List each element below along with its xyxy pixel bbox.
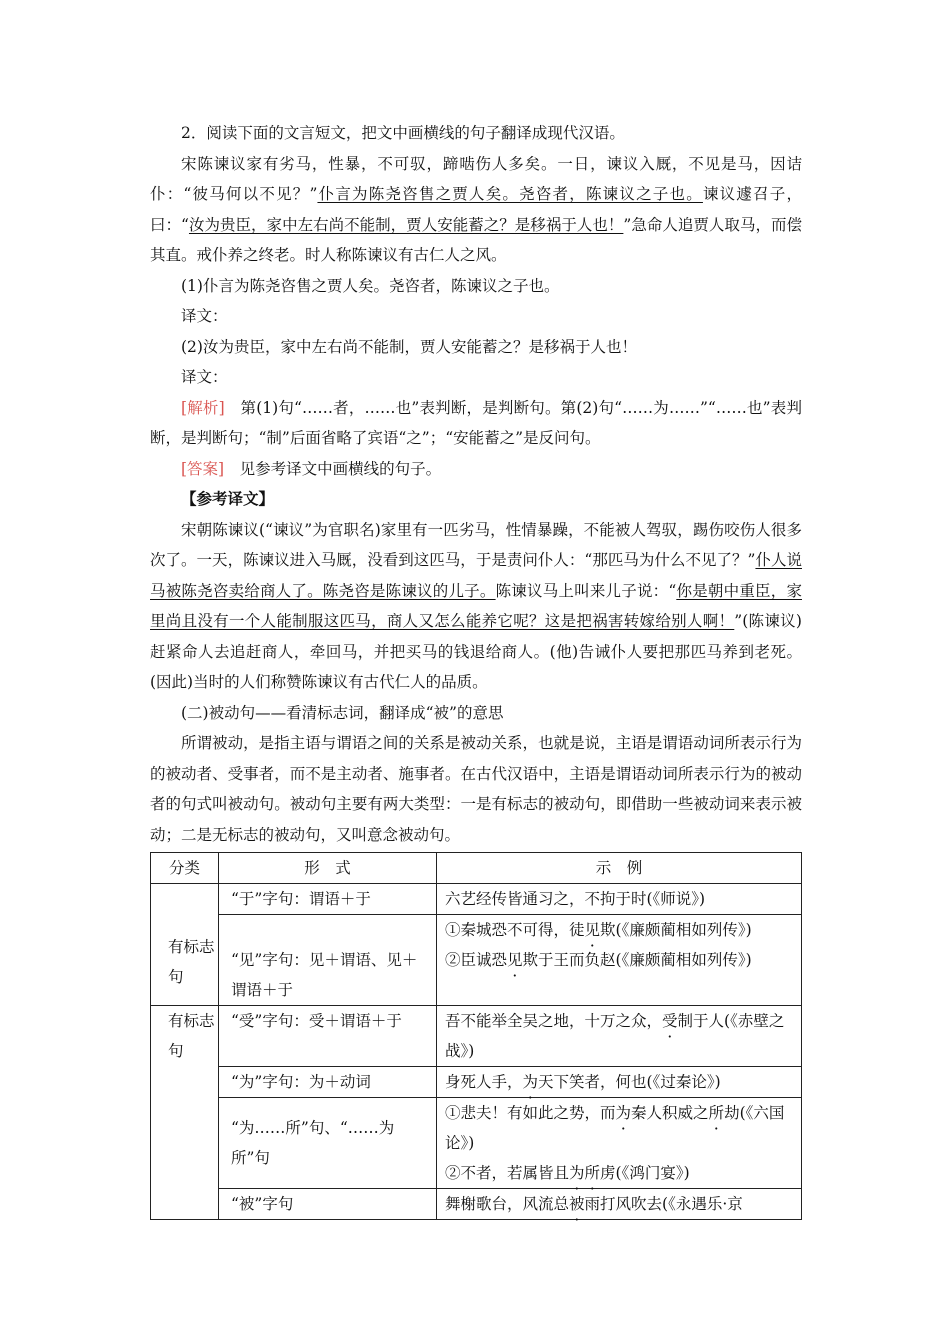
answer: [答案] 见参考译文中画横线的句子。 — [181, 459, 442, 478]
ref-underlined-1: 仆人说马被陈尧咨卖给商人了。陈尧咨是陈谏议的儿子。 — [150, 551, 802, 600]
translation-label-1: 译文： — [181, 307, 228, 325]
table-row — [151, 1006, 802, 1067]
underlined-sentence-1: 仆言为陈尧咨售之贾人矣。尧咨者，陈谏议之子也。 — [317, 185, 703, 203]
header-example: 示 例 — [437, 853, 802, 884]
form-cell: “见”字句：见＋谓语、见＋谓语＋于 — [219, 915, 437, 1006]
underlined-sentence-2: 汝为贵臣，家中左右尚不能制，贾人安能蓄之？是移祸于人也！ — [188, 215, 624, 234]
example-cell: ①悲夫！有如此之势，而为秦人积威之所劫(《六国论》) ②不者，若属皆且为所虏(《鸿门宴》) — [437, 1098, 802, 1189]
example-cell: 身死人手，为天下笑者，何也(《过秦论》) — [437, 1067, 802, 1098]
sentence-1: (1)仆言为陈尧咨售之贾人矣。尧咨者，陈谏议之子也。 — [181, 276, 560, 295]
reference-translation: 宋朝陈谏议(“谏议”为官职名)家里有一匹劣马，性情暴躁，不能被人驾驭，踢伤咬伤人很多次了。一天，陈谏议进入马厩，没看到这匹马，于是责问仆人：“那匹马为什么不见了？”仆人说马被陈尧咨卖给商人了。陈尧咨是陈谏议的儿子。陈谏议马上叫来儿子说：“你是朝中重臣，家里尚且没有一个人能制服这匹马，商人又怎么能养它呢？这是把祸害转嫁给别人啊！”(陈谏议)赶紧命人去追赶商人，牵回马，并把买马的钱退给商人。(他)告诫仆人要把那匹马养到老死。(因此)当时的人们称赞陈谏议有古代仁人的品质。 — [150, 520, 802, 691]
table-row — [151, 1189, 802, 1220]
table-row — [151, 1067, 802, 1098]
example-cell: ①秦城恐不可得，徒见欺(《廉颇蔺相如列传》) ②臣诚恐见欺于王而负赵(《廉颇蔺相如列传》) — [437, 915, 802, 1006]
passage: 宋陈谏议家有劣马，性暴，不可驭，蹄啮伤人多矣。一日，谏议入厩，不见是马，因诘仆：“彼马何以不见？”仆言为陈尧咨售之贾人矣。尧咨者，陈谏议之子也。谏议遽召子，曰：“汝为贵臣，家中左右尚不能制，贾人安能蓄之？是移祸于人也！”急命人追贾人取马，而偿其直。戒仆养之终老。时人称陈谏议有古仁人之风。 — [150, 154, 802, 264]
document-page — [150, 118, 802, 1220]
category-cell: 有标志句 — [151, 884, 219, 1006]
table-row — [151, 915, 802, 1006]
translation-label-2: 译文： — [181, 368, 228, 386]
question-prompt: 2．阅读下面的文言短文，把文中画横线的句子翻译成现代汉语。 — [181, 124, 625, 142]
ref-underlined-2: 你是朝中重臣，家里尚且没有一个人能制服这匹马，商人又怎么能养它呢？这是把祸害转嫁给别人啊！ — [150, 581, 802, 630]
answer-tag: [答案] — [181, 459, 225, 478]
section-title: (二)被动句——看清标志词，翻译成“被”的意思 — [181, 703, 504, 722]
header-category: 分类 — [151, 853, 219, 884]
form-cell: “为”字句：为＋动词 — [219, 1067, 437, 1098]
table-row — [151, 1098, 802, 1189]
category-cell: 有标志句 — [151, 1006, 219, 1220]
example-cell: 吾不能举全吴之地，十万之众，受制于人(《赤壁之战》) — [437, 1006, 802, 1067]
form-cell: “被”字句 — [219, 1189, 437, 1220]
form-cell: “受”字句：受＋谓语＋于 — [219, 1006, 437, 1067]
example-cell: 六艺经传皆通习之，不拘于时(《师说》) — [437, 884, 802, 915]
header-form: 形 式 — [219, 853, 437, 884]
sentence-2: (2)汝为贵臣，家中左右尚不能制，贾人安能蓄之？是移祸于人也！ — [181, 337, 637, 356]
table-header-row — [151, 853, 802, 884]
analysis: [解析] 第(1)句“……者，……也”表判断，是判断句。第(2)句“……为……”“……也”表判断，是判断句；“制”后面省略了宾语“之”；“安能蓄之”是反问句。 — [150, 398, 802, 447]
example-cell: 舞榭歌台，风流总被雨打风吹去(《永遇乐·京 — [437, 1189, 802, 1220]
reference-heading: 【参考译文】 — [181, 489, 275, 508]
section-intro: 所谓被动，是指主语与谓语之间的关系是被动关系，也就是说，主语是谓语动词所表示行为的被动者、受事者，而不是主动者、施事者。在古代汉语中，主语是谓语动词所表示行为的被动者的句式叫被动句。被动句主要有两大类型：一是有标志的被动句，即借助一些被动词来表示被动；二是无标志的被动句，又叫意念被动句。 — [150, 734, 802, 844]
table-row — [151, 884, 802, 915]
analysis-tag: [解析] — [181, 398, 225, 417]
passive-sentence-table — [150, 852, 802, 1220]
form-cell: “于”字句：谓语＋于 — [219, 884, 437, 915]
form-cell: “为……所”句、“……为所”句 — [219, 1098, 437, 1189]
